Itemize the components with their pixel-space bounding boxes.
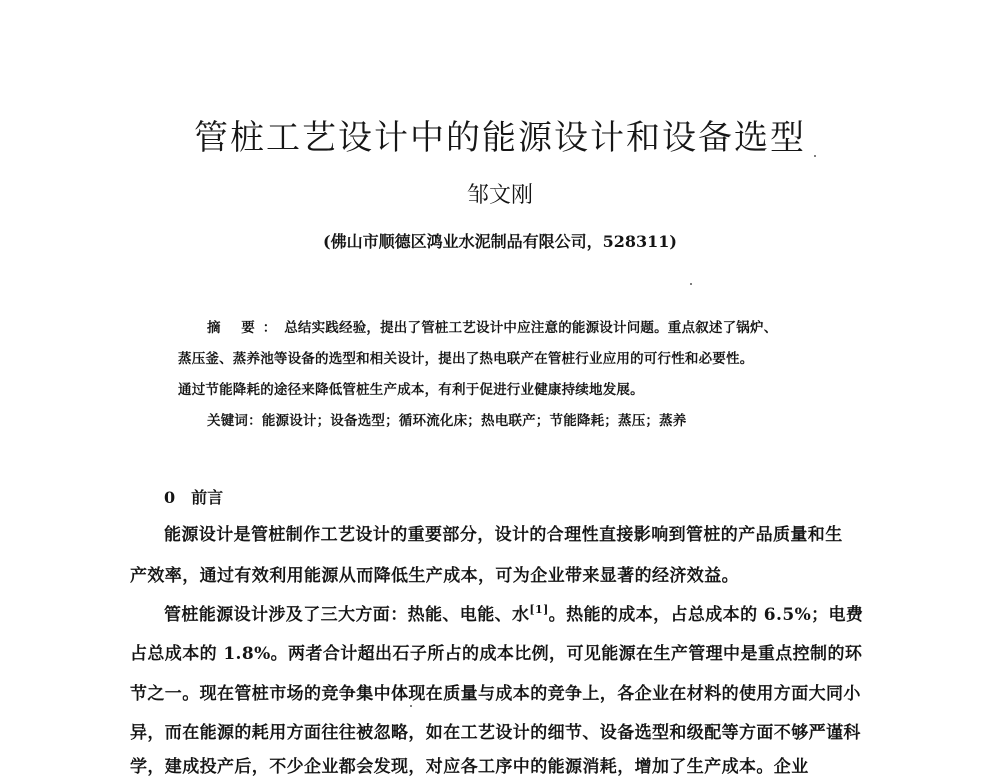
body-fragment: 管桩能源设计涉及了三大方面：热能、电能、水 (164, 605, 530, 625)
body-line: 节之一。现在管桩市场的竞争集中体现在质量与成本的竞争上，各企业在材料的使用方面大同小 (130, 684, 861, 704)
body-fragment: 。热能的成本，占总成本的 6.5%；电费 (548, 605, 864, 625)
author-affiliation: (佛山市顺德区鸿业水泥制品有限公司，528311) (323, 232, 677, 251)
keywords-label: 关键词： (207, 413, 262, 429)
abstract-text: 总结实践经验，提出了管桩工艺设计中应注意的能源设计问题。重点叙述了锅炉、 (284, 320, 778, 336)
section-heading (164, 485, 223, 508)
scan-speck (814, 155, 816, 157)
scan-speck (690, 283, 692, 285)
abstract-line: 通过节能降耗的途径来降低管桩生产成本，有利于促进行业健康持续地发展。 (178, 382, 644, 398)
keywords-line (207, 409, 687, 429)
abstract-line: 蒸压釜、蒸养池等设备的选型和相关设计，提出了热电联产在管桩行业应用的可行性和必要性。 (178, 351, 754, 367)
section-title: 前言 (191, 488, 224, 507)
abstract-label: 摘 要： (207, 320, 285, 336)
author-name: 邹文刚 (466, 183, 533, 208)
body-line: 异，而在能源的耗用方面往往被忽略，如在工艺设计的细节、设备选型和级配等方面不够严谨科 (130, 723, 861, 743)
section-number: 0 (164, 488, 176, 507)
scan-speck (410, 705, 412, 707)
paper-title: 管桩工艺设计中的能源设计和设备选型 (194, 118, 806, 158)
keywords-text: 能源设计；设备选型；循环流化床；热电联产；节能降耗；蒸压；蒸养 (261, 413, 687, 429)
citation-marker: [1] (529, 603, 549, 616)
body-line: 产效率，通过有效利用能源从而降低生产成本，可为企业带来显著的经济效益。 (130, 566, 739, 586)
body-line: 能源设计是管桩制作工艺设计的重要部分，设计的合理性直接影响到管桩的产品质量和生 (164, 525, 843, 545)
body-line: 学，建成投产后，不少企业都会发现，对应各工序中的能源消耗，增加了生产成本。企业 (130, 757, 809, 777)
body-line: 占总成本的 1.8%。两者合计超出石子所占的成本比例，可见能源在生产管理中是重点控制的环 (130, 644, 863, 664)
body-line (164, 600, 863, 625)
abstract-line (207, 316, 777, 336)
